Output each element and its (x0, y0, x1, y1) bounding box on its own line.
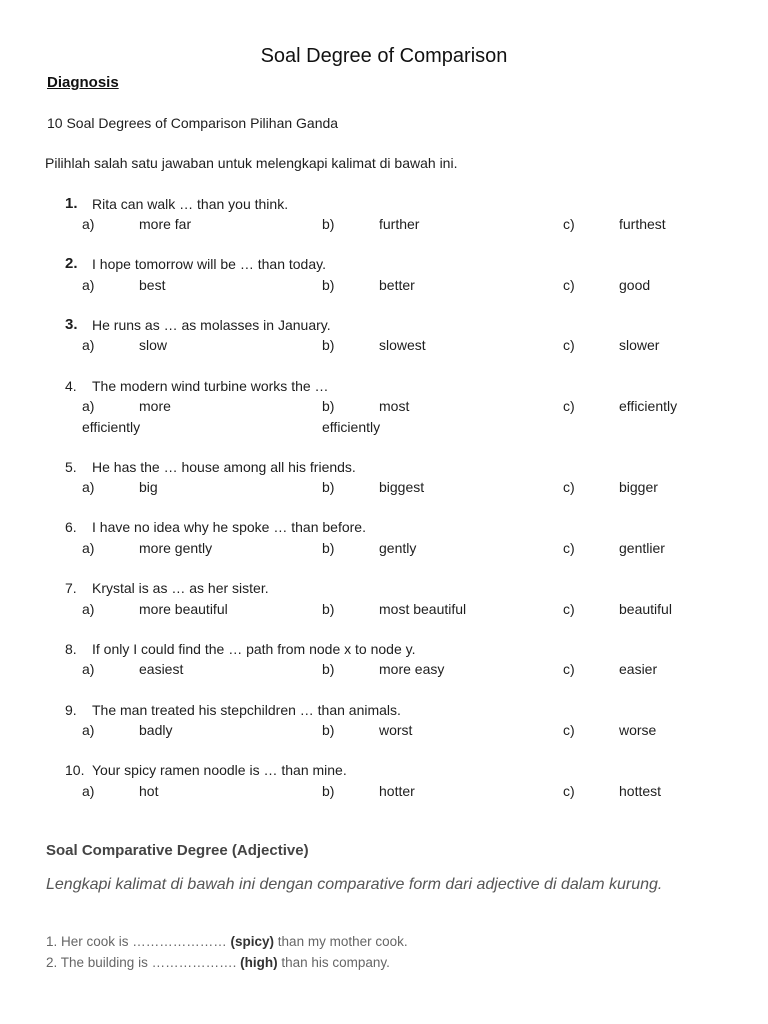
question-line (0, 760, 768, 781)
question-line (0, 315, 768, 336)
options-continuation-row (0, 417, 768, 438)
option-a-text: more far (139, 216, 192, 232)
option-c-text: slower (619, 337, 660, 354)
option-a-text: easiest (139, 661, 184, 678)
option-c-label: c) (563, 216, 575, 232)
question-number: 1. (65, 194, 78, 212)
question-number: 8. (65, 640, 77, 657)
option-a-text: slow (139, 337, 168, 354)
question-text: He runs as … as molasses in January. (92, 316, 331, 333)
question-list (0, 194, 768, 821)
item-suffix: than his company. (277, 955, 390, 970)
option-a-continuation: efficiently (82, 418, 141, 435)
option-a-text: badly (139, 722, 173, 738)
option-a-label: a) (82, 216, 95, 232)
options-row (0, 477, 768, 498)
option-a-label: a) (82, 276, 95, 293)
options-row (0, 599, 768, 620)
question-number: 7. (65, 580, 77, 597)
options-row (0, 214, 768, 235)
option-b-text: better (379, 276, 415, 293)
option-a-label: a) (82, 722, 95, 738)
question-text: Rita can walk … than you think. (92, 195, 289, 212)
option-b-text: worst (379, 722, 413, 738)
instruction: Pilihlah salah satu jawaban untuk melengkapi kalimat di bawah ini. (45, 155, 458, 171)
option-b-label: b) (322, 722, 335, 738)
options-row (0, 720, 768, 741)
item-prefix: 1. Her cook is ………………… (46, 934, 231, 949)
option-b-label: b) (322, 782, 335, 799)
option-c-label: c) (563, 661, 575, 678)
option-c-label: c) (563, 782, 575, 799)
option-c-label: c) (563, 479, 575, 496)
question-line (0, 639, 768, 660)
option-c-label: c) (563, 722, 575, 738)
option-a-label: a) (82, 539, 95, 556)
option-c-text: furthest (619, 216, 666, 232)
option-a-text: more beautiful (139, 600, 228, 617)
option-a-label: a) (82, 600, 95, 617)
question-text: He has the … house among all his friends. (92, 458, 356, 475)
option-a-label: a) (82, 337, 95, 354)
option-b-label: b) (322, 398, 335, 415)
option-b-label: b) (322, 600, 335, 617)
subtitle: 10 Soal Degrees of Comparison Pilihan Ganda (47, 115, 339, 131)
option-c-label: c) (563, 337, 575, 354)
question-9 (0, 700, 768, 741)
options-row (0, 781, 768, 802)
option-b-text: most (379, 398, 410, 415)
question-3 (0, 315, 768, 356)
option-c-text: gentlier (619, 539, 665, 556)
item-prefix: 2. The building is ………………. (46, 955, 241, 970)
option-c-label: c) (563, 539, 575, 556)
section-heading-diagnosis: Diagnosis (47, 74, 119, 91)
question-5 (0, 457, 768, 498)
comparative-section-heading: Soal Comparative Degree (Adjective) (46, 842, 309, 859)
option-b-label: b) (322, 216, 335, 232)
question-number: 5. (65, 458, 77, 475)
option-a-label: a) (82, 782, 95, 799)
comparative-section-instruction: Lengkapi kalimat di bawah ini dengan comparative form dari adjective di dalam kurung. (46, 876, 663, 893)
option-b-label: b) (322, 479, 335, 496)
option-b-label: b) (322, 337, 335, 354)
question-number: 4. (65, 377, 77, 394)
options-row (0, 275, 768, 296)
option-c-text: worse (619, 722, 657, 738)
option-c-label: c) (563, 398, 575, 415)
question-1 (0, 194, 768, 235)
option-a-text: big (139, 479, 158, 496)
option-b-label: b) (322, 276, 335, 293)
question-text: If only I could find the … path from node x to node y. (92, 640, 416, 657)
comparative-item-1 (46, 931, 408, 952)
question-text: The man treated his stepchildren … than animals. (92, 701, 401, 718)
option-c-text: beautiful (619, 600, 672, 617)
question-number: 6. (65, 519, 77, 536)
question-number: 3. (65, 315, 78, 333)
question-text: I hope tomorrow will be … than today. (92, 256, 326, 273)
question-line (0, 376, 768, 397)
question-8 (0, 639, 768, 680)
item-suffix: than my mother cook. (274, 934, 408, 949)
question-text: I have no idea why he spoke … than before. (92, 519, 366, 536)
question-4 (0, 376, 768, 438)
options-row (0, 538, 768, 559)
comparative-item-2 (46, 952, 390, 973)
option-c-label: c) (563, 600, 575, 617)
option-a-text: best (139, 276, 166, 293)
question-7 (0, 578, 768, 619)
question-line (0, 700, 768, 721)
question-line (0, 194, 768, 215)
question-line (0, 254, 768, 275)
question-line (0, 578, 768, 599)
question-2 (0, 254, 768, 295)
option-c-label: c) (563, 276, 575, 293)
question-line (0, 457, 768, 478)
option-c-text: bigger (619, 479, 658, 496)
option-c-text: good (619, 276, 651, 293)
option-b-text: more easy (379, 661, 445, 678)
item-adjective: (high) (240, 955, 278, 970)
option-b-text: further (379, 216, 420, 232)
question-number: 2. (65, 255, 78, 273)
question-text: The modern wind turbine works the … (92, 377, 329, 394)
option-b-continuation: efficiently (322, 418, 381, 435)
option-c-text: hottest (619, 782, 662, 799)
option-c-text: efficiently (619, 398, 678, 415)
option-a-text: more gently (139, 539, 213, 556)
option-a-text: more (139, 398, 171, 415)
option-b-text: most beautiful (379, 600, 467, 617)
question-text: Your spicy ramen noodle is … than mine. (92, 762, 347, 779)
option-b-text: slowest (379, 337, 426, 354)
question-10 (0, 760, 768, 801)
question-text: Krystal is as … as her sister. (92, 580, 269, 597)
question-6 (0, 517, 768, 558)
options-row (0, 396, 768, 417)
option-b-text: gently (379, 539, 417, 556)
options-row (0, 659, 768, 680)
option-a-label: a) (82, 479, 95, 496)
option-a-text: hot (139, 782, 159, 799)
question-number: 9. (65, 701, 77, 718)
option-a-label: a) (82, 661, 95, 678)
options-row (0, 335, 768, 356)
question-number: 10. (65, 762, 85, 779)
page-title: Soal Degree of Comparison (260, 45, 508, 67)
option-b-text: hotter (379, 782, 415, 799)
option-b-label: b) (322, 661, 335, 678)
option-c-text: easier (619, 661, 658, 678)
option-a-label: a) (82, 398, 95, 415)
option-b-text: biggest (379, 479, 425, 496)
question-line (0, 517, 768, 538)
option-b-label: b) (322, 539, 335, 556)
item-adjective: (spicy) (230, 934, 275, 949)
